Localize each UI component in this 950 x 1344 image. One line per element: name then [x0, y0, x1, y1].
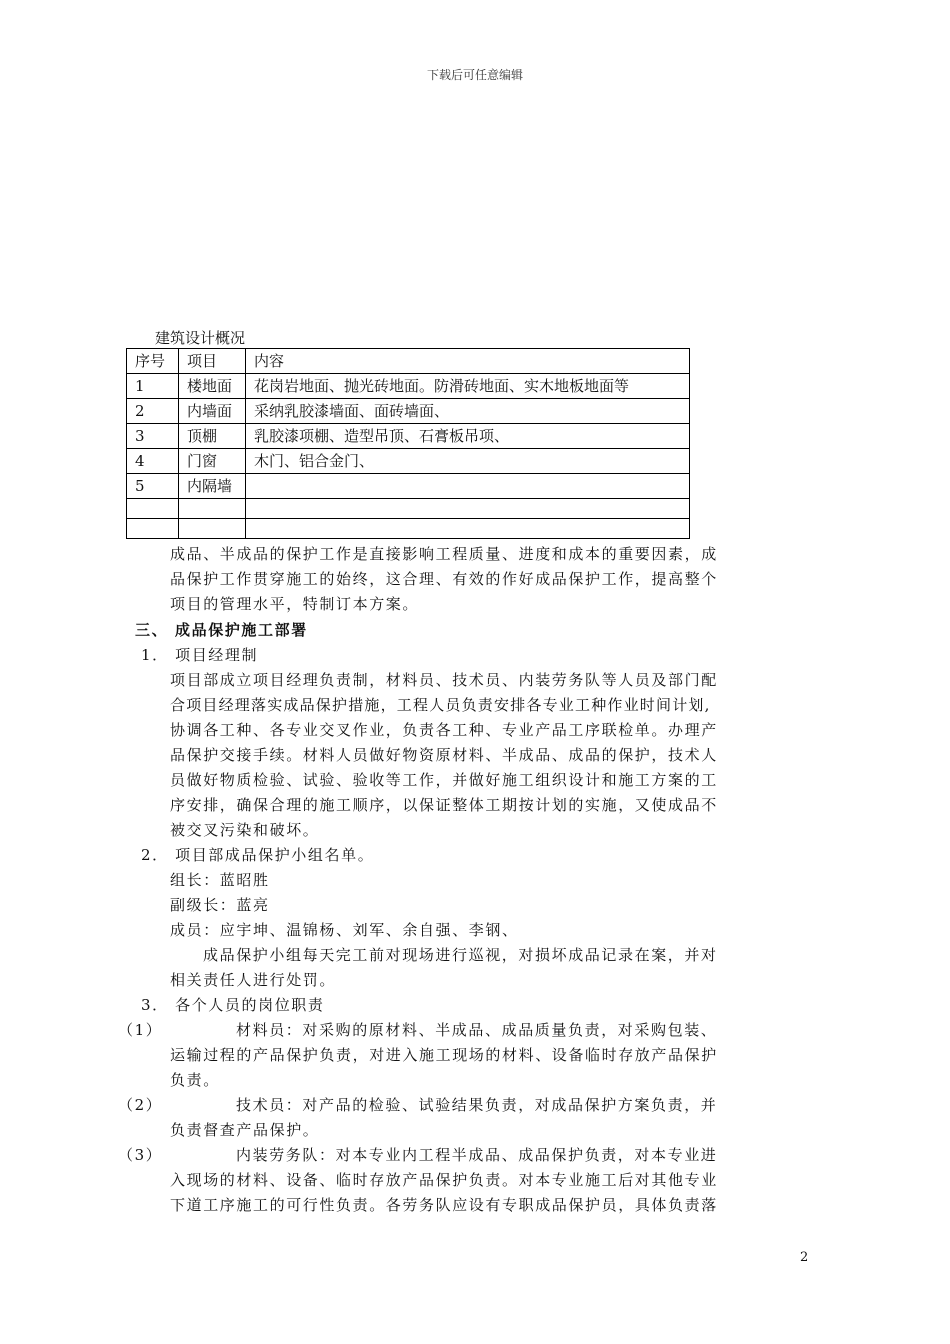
- cell-item: [179, 519, 246, 539]
- header-cell: 内容: [246, 349, 690, 374]
- header-cell: 序号: [127, 349, 179, 374]
- body-line: 员做好物质检验、试验、验收等工作，并做好施工组织设计和施工方案的工: [170, 771, 718, 789]
- duty-number: （2）: [118, 1096, 163, 1114]
- body-line: 相关责任人进行处罚。: [170, 971, 337, 989]
- building-design-table: [126, 348, 690, 539]
- cell-number: 5: [127, 474, 179, 499]
- table-row: [127, 424, 690, 449]
- group-members: 成员：应宇坤、温锦杨、刘军、余自强、李钢、: [170, 921, 519, 939]
- cell-number: 2: [127, 399, 179, 424]
- intro-line: 品保护工作贯穿施工的始终，这合理、有效的作好成品保护工作，提高整个: [170, 570, 718, 588]
- cell-content: 花岗岩地面、抛光砖地面。防滑砖地面、实木地板地面等: [246, 374, 690, 399]
- body-line: 运输过程的产品保护负责，对进入施工现场的材料、设备临时存放产品保护: [170, 1046, 718, 1064]
- body-line: 合项目经理落实成品保护措施，工程人员负责安排各专业工种作业时间计划,: [170, 696, 711, 714]
- body-line: 内装劳务队：对本专业内工程半成品、成品保护负责，对本专业进: [236, 1146, 718, 1164]
- cell-number: 1: [127, 374, 179, 399]
- cell-item: 顶棚: [179, 424, 246, 449]
- table-row-empty: [127, 499, 690, 519]
- cell-number: [127, 499, 179, 519]
- body-line: 项目部成立项目经理负责制，材料员、技术员、内装劳务队等人员及部门配: [170, 671, 718, 689]
- cell-item: [179, 499, 246, 519]
- page-header: 下载后可任意编辑: [426, 68, 523, 82]
- cell-item: 楼地面: [179, 374, 246, 399]
- body-line: 成品保护小组每天完工前对现场进行巡视，对损坏成品记录在案，并对: [203, 946, 718, 964]
- cell-item: 门窗: [179, 449, 246, 474]
- body-line: 协调各工种、各专业交叉作业，负责各工种、专业产品工序联检单。办理产: [170, 721, 718, 739]
- cell-content: 木门、铝合金门、: [246, 449, 690, 474]
- cell-content: 采纳乳胶漆墙面、面砖墙面、: [246, 399, 690, 424]
- duty-number: （1）: [118, 1021, 163, 1039]
- cell-content: [246, 519, 690, 539]
- cell-content: [246, 474, 690, 499]
- body-line: 被交叉污染和破坏。: [170, 821, 320, 839]
- cell-number: [127, 519, 179, 539]
- table-row-empty: [127, 519, 690, 539]
- intro-line: 成品、半成品的保护工作是直接影响工程质量、进度和成本的重要因素，成: [170, 545, 718, 563]
- item-heading: 1． 项目经理制: [141, 646, 259, 664]
- body-line: 入现场的材料、设备、临时存放产品保护负责。对本专业施工后对其他专业: [170, 1171, 718, 1189]
- table-row: [127, 474, 690, 499]
- table-row: [127, 374, 690, 399]
- group-deputy: 副级长：蓝亮: [170, 896, 270, 914]
- body-line: 品保护交接手续。材料人员做好物资原材料、半成品、成品的保护，技术人: [170, 746, 718, 764]
- cell-item: 内隔墙: [179, 474, 246, 499]
- page-number: 2: [800, 1250, 809, 1265]
- table-row: [127, 399, 690, 424]
- body-line: 负责督查产品保护。: [170, 1121, 320, 1139]
- section-title: 三、 成品保护施工部署: [135, 621, 308, 639]
- body-line: 下道工序施工的可行性负责。各劳务队应设有专职成品保护员，具体负责落: [170, 1196, 718, 1214]
- item-heading: 3． 各个人员的岗位职责: [141, 996, 325, 1014]
- cell-content: [246, 499, 690, 519]
- cell-number: 4: [127, 449, 179, 474]
- cell-content: 乳胶漆项棚、造型吊顶、石膏板吊项、: [246, 424, 690, 449]
- body-line: 材料员：对采购的原材料、半成品、成品质量负责，对采购包装、: [236, 1021, 718, 1039]
- duty-number: （3）: [118, 1146, 163, 1164]
- header-cell: 项目: [179, 349, 246, 374]
- table-row: [127, 449, 690, 474]
- cell-item: 内墙面: [179, 399, 246, 424]
- group-leader: 组长：蓝昭胜: [170, 871, 270, 889]
- item-heading: 2． 项目部成品保护小组名单。: [141, 846, 375, 864]
- body-line: 技术员：对产品的检验、试验结果负责，对成品保护方案负责，并: [236, 1096, 718, 1114]
- table-title: 建筑设计概况: [155, 329, 246, 347]
- body-line: 序安排，确保合理的施工顺序，以保证整体工期按计划的实施，又使成品不: [170, 796, 718, 814]
- cell-number: 3: [127, 424, 179, 449]
- table-header-row: [127, 349, 690, 374]
- intro-line: 项目的管理水平，特制订本方案。: [170, 595, 420, 613]
- body-line: 负责。: [170, 1071, 220, 1089]
